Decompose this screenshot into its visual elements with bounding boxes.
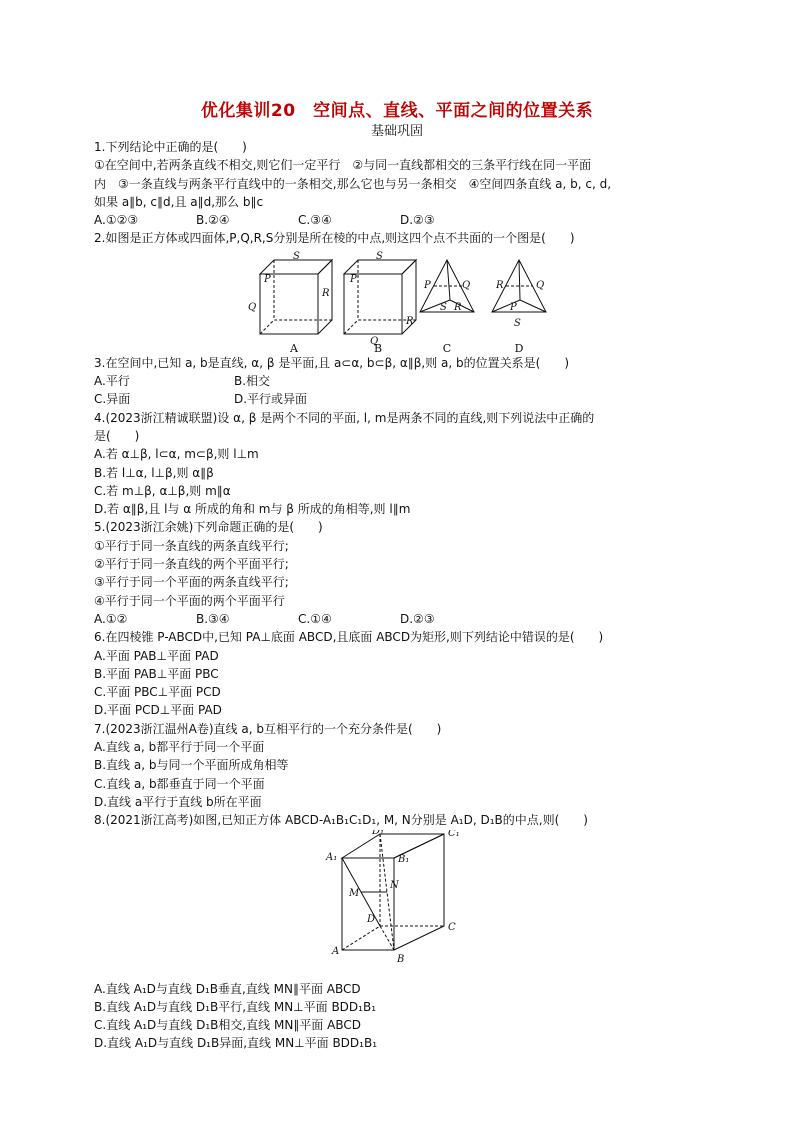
option-a[interactable]: A.平行: [94, 374, 130, 389]
label-p: P: [424, 279, 431, 291]
option-b[interactable]: B.②④: [196, 213, 230, 228]
option-d[interactable]: D.平行或异面: [234, 392, 308, 407]
option-b[interactable]: B.平面 PAB⊥平面 PBC: [94, 666, 219, 681]
option-b[interactable]: B.直线 a, b与同一个平面所成角相等: [94, 758, 289, 773]
four-solids-figure: [94, 248, 694, 354]
label-q: Q: [248, 301, 257, 313]
label-m: M: [349, 887, 360, 899]
question-8: [94, 811, 694, 1052]
question-2: [94, 229, 694, 353]
label-s: S: [293, 250, 300, 262]
question-5-stem: 5.(2023浙江余姚)下列命题正确的是( ): [94, 520, 323, 535]
question-5-body-line: ③平行于同一个平面的两条直线平行;: [94, 575, 289, 590]
option-a[interactable]: A.①②③: [94, 213, 139, 228]
label-p: P: [510, 301, 517, 313]
label-a: A: [332, 945, 340, 957]
label-q: Q: [536, 279, 545, 291]
option-c[interactable]: C.若 m⊥β, α⊥β,则 m∥α: [94, 483, 231, 498]
question-1-body-line: 内 ③一条直线与两条平行直线中的一条相交,那么它也与另一条相交 ④空间四条直线 a, b, c, d,: [94, 176, 612, 191]
option-a[interactable]: A.①②: [94, 611, 128, 626]
figure-caption-c: C: [442, 341, 452, 354]
question-4-stem: 4.(2023浙江精诚联盟)设 α, β 是两个不同的平面, l, m是两条不同的直线,则下列说法中正确的: [94, 410, 595, 425]
question-7: [94, 720, 694, 811]
option-a[interactable]: A.直线 a, b都平行于同一个平面: [94, 740, 265, 755]
section-subtitle: 基础巩固: [370, 124, 423, 139]
question-5: [94, 518, 694, 628]
question-3-options-row: [94, 372, 694, 390]
cube-top-face: [342, 834, 444, 858]
label-r: R: [496, 279, 504, 291]
option-b[interactable]: B.相交: [234, 374, 271, 389]
label-a1: A₁: [326, 851, 338, 863]
label-c1: C₁: [448, 829, 460, 839]
option-c[interactable]: C.异面: [94, 392, 131, 407]
label-r: R: [454, 301, 462, 313]
question-5-body-line: ④平行于同一个平面的两个平面平行: [94, 593, 285, 608]
option-d[interactable]: D.若 α∥β,且 l与 α 所成的角和 m与 β 所成的角相等,则 l∥m: [94, 502, 411, 517]
question-3: [94, 354, 694, 409]
option-c[interactable]: C.③④: [298, 213, 332, 228]
question-4-stem-cont: 是( ): [94, 428, 140, 443]
question-1-stem: 1.下列结论中正确的是( ): [94, 140, 247, 154]
question-1-options: [94, 211, 694, 229]
label-q: Q: [462, 279, 471, 291]
label-n: N: [390, 879, 399, 891]
option-a[interactable]: A.平面 PAB⊥平面 PAD: [94, 648, 219, 663]
label-b: B: [397, 953, 405, 965]
label-s: S: [440, 301, 447, 313]
question-1-body-line: 如果 a∥b, c∥d,且 a∥d,那么 b∥c: [94, 194, 264, 209]
question-5-body-line: ①平行于同一条直线的两条直线平行;: [94, 538, 289, 553]
option-d[interactable]: D.②③: [400, 611, 435, 626]
label-r: R: [322, 287, 330, 299]
option-c[interactable]: C.平面 PBC⊥平面 PCD: [94, 685, 221, 700]
option-d[interactable]: D.直线 A₁D与直线 D₁B异面,直线 MN⊥平面 BDD₁B₁: [94, 1036, 378, 1051]
question-1: [94, 138, 694, 229]
option-d[interactable]: D.直线 a平行于直线 b所在平面: [94, 794, 262, 809]
question-3-options-row: [94, 390, 694, 408]
option-d[interactable]: D.平面 PCD⊥平面 PAD: [94, 703, 222, 718]
label-q: Q: [370, 335, 379, 347]
option-b[interactable]: B.③④: [196, 611, 230, 626]
option-c[interactable]: C.①④: [298, 611, 332, 626]
label-p: P: [264, 273, 271, 285]
question-6: [94, 628, 694, 719]
option-d[interactable]: D.②③: [400, 213, 435, 228]
figure-caption-b: B: [373, 341, 383, 354]
label-p: P: [350, 273, 357, 285]
question-list: [94, 138, 694, 1053]
option-c[interactable]: C.直线 a, b都垂直于同一个平面: [94, 776, 265, 791]
option-c[interactable]: C.直线 A₁D与直线 D₁B相交,直线 MN∥平面 ABCD: [94, 1018, 361, 1033]
question-4: [94, 409, 694, 519]
figure-caption-a: A: [290, 341, 298, 354]
label-s: S: [376, 250, 383, 262]
question-6-stem: 6.在四棱锥 P-ABCD中,已知 PA⊥底面 ABCD,且底面 ABCD为矩形,则下列结论中错误的是( ): [94, 630, 604, 645]
label-c: C: [448, 921, 456, 933]
question-7-stem: 7.(2023浙江温州A卷)直线 a, b互相平行的一个充分条件是( ): [94, 721, 442, 736]
label-r: R: [406, 315, 414, 327]
question-3-stem: 3.在空间中,已知 a, b是直线, α, β 是平面,且 a⊂α, b⊂β, α∥β,则 a, b的位置关系是( ): [94, 355, 570, 370]
question-5-options: [94, 610, 694, 628]
option-b[interactable]: B.直线 A₁D与直线 D₁B平行,直线 MN⊥平面 BDD₁B₁: [94, 999, 377, 1014]
label-d1: D₁: [372, 829, 385, 837]
question-1-body-line: ①在空间中,若两条直线不相交,则它们一定平行 ②与同一直线都相交的三条平行线在同一平面: [94, 158, 592, 173]
label-s: S: [514, 317, 521, 329]
label-d: D: [367, 913, 376, 925]
figure-caption-d: D: [514, 341, 524, 354]
question-8-figure: [94, 830, 694, 980]
page-title: 优化集训20 空间点、直线、平面之间的位置关系: [200, 101, 594, 121]
question-2-stem: 2.如图是正方体或四面体,P,Q,R,S分别是所在棱的中点,则这四个点不共面的一个图是( ): [94, 231, 575, 246]
question-8-stem: 8.(2021浙江高考)如图,已知正方体 ABCD-A₁B₁C₁D₁, M, N分别是 A₁D, D₁B的中点,则( ): [94, 813, 588, 828]
option-b[interactable]: B.若 l⊥α, l⊥β,则 α∥β: [94, 465, 214, 480]
option-a[interactable]: A.若 α⊥β, l⊂α, m⊂β,则 l⊥m: [94, 447, 259, 462]
label-b1: B₁: [398, 853, 410, 865]
option-a[interactable]: A.直线 A₁D与直线 D₁B垂直,直线 MN∥平面 ABCD: [94, 981, 361, 996]
cube-abcd-a1b1c1d1-figure: [94, 830, 694, 980]
question-5-body-line: ②平行于同一条直线的两个平面平行;: [94, 557, 289, 572]
cube-right-face: [394, 834, 444, 950]
question-2-figures: [94, 248, 694, 354]
